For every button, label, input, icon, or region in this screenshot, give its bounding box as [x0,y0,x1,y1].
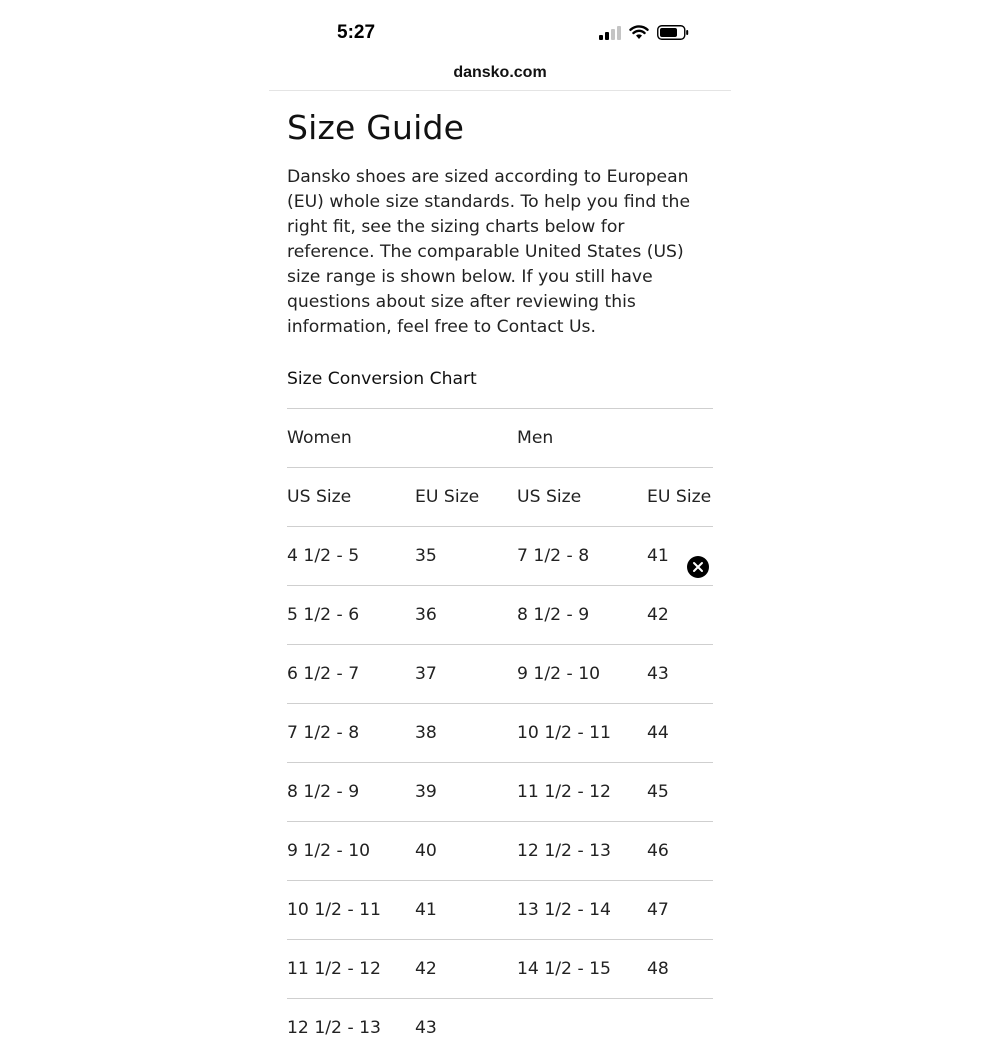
men-us-cell: 11 1/2 - 12 [517,763,647,822]
women-us-cell: 8 1/2 - 9 [287,763,415,822]
men-us-cell: 7 1/2 - 8 [517,527,647,586]
intro-paragraph: Dansko shoes are sized according to European (EU) whole size standards. To help you find the right fit, see the sizing charts below for reference. The comparable United States (US) size range is shown below. If you still have questions about size after reviewing this information, feel free to Contact Us. [287,165,713,340]
phone-screen [269,0,731,1000]
page-title: Size Guide [287,108,713,148]
women-eu-cell: 37 [415,645,517,704]
chart-title: Size Conversion Chart [287,366,713,392]
men-us-cell [517,999,647,1057]
men-us-cell: 14 1/2 - 15 [517,940,647,999]
women-eu-cell: 40 [415,822,517,881]
group-men: Men [517,409,713,468]
wifi-icon [629,25,649,44]
men-eu-cell: 43 [647,645,713,704]
table-row [287,527,713,586]
women-eu-cell: 41 [415,881,517,940]
women-us-cell: 11 1/2 - 12 [287,940,415,999]
cellular-signal-icon [599,25,621,44]
men-us-cell: 12 1/2 - 13 [517,822,647,881]
header-women-eu: EU Size [415,468,517,527]
table-row [287,645,713,704]
men-us-cell: 10 1/2 - 11 [517,704,647,763]
table-row [287,999,713,1057]
men-eu-cell: 47 [647,881,713,940]
women-us-cell: 12 1/2 - 13 [287,999,415,1057]
table-row [287,940,713,999]
header-men-eu: EU Size [647,468,713,527]
table-row [287,881,713,940]
men-us-cell: 13 1/2 - 14 [517,881,647,940]
women-us-cell: 4 1/2 - 5 [287,527,415,586]
men-eu-cell: 46 [647,822,713,881]
size-conversion-table [287,408,713,1057]
men-us-cell: 9 1/2 - 10 [517,645,647,704]
women-eu-cell: 42 [415,940,517,999]
women-us-cell: 5 1/2 - 6 [287,586,415,645]
women-eu-cell: 39 [415,763,517,822]
url-text: dansko.com [453,64,546,81]
page-content [287,100,713,1057]
women-us-cell: 7 1/2 - 8 [287,704,415,763]
women-us-cell: 9 1/2 - 10 [287,822,415,881]
women-eu-cell: 38 [415,704,517,763]
status-bar [269,0,731,60]
group-header-row [287,409,713,468]
women-eu-cell: 36 [415,586,517,645]
women-eu-cell: 35 [415,527,517,586]
men-eu-cell: 44 [647,704,713,763]
men-eu-cell: 41 [647,527,713,586]
table-row [287,704,713,763]
group-women: Women [287,409,517,468]
header-men-us: US Size [517,468,647,527]
table-row [287,763,713,822]
table-row [287,822,713,881]
men-eu-cell [647,999,713,1057]
battery-icon [657,25,689,44]
address-bar[interactable] [269,60,731,91]
column-header-row [287,468,713,527]
header-women-us: US Size [287,468,415,527]
status-icons [599,25,689,44]
close-button[interactable] [687,556,709,578]
women-eu-cell: 43 [415,999,517,1057]
men-us-cell: 8 1/2 - 9 [517,586,647,645]
women-us-cell: 10 1/2 - 11 [287,881,415,940]
status-time: 5:27 [337,22,375,44]
men-eu-cell: 42 [647,586,713,645]
women-us-cell: 6 1/2 - 7 [287,645,415,704]
table-row [287,586,713,645]
close-icon [692,558,704,577]
men-eu-cell: 45 [647,763,713,822]
men-eu-cell: 48 [647,940,713,999]
